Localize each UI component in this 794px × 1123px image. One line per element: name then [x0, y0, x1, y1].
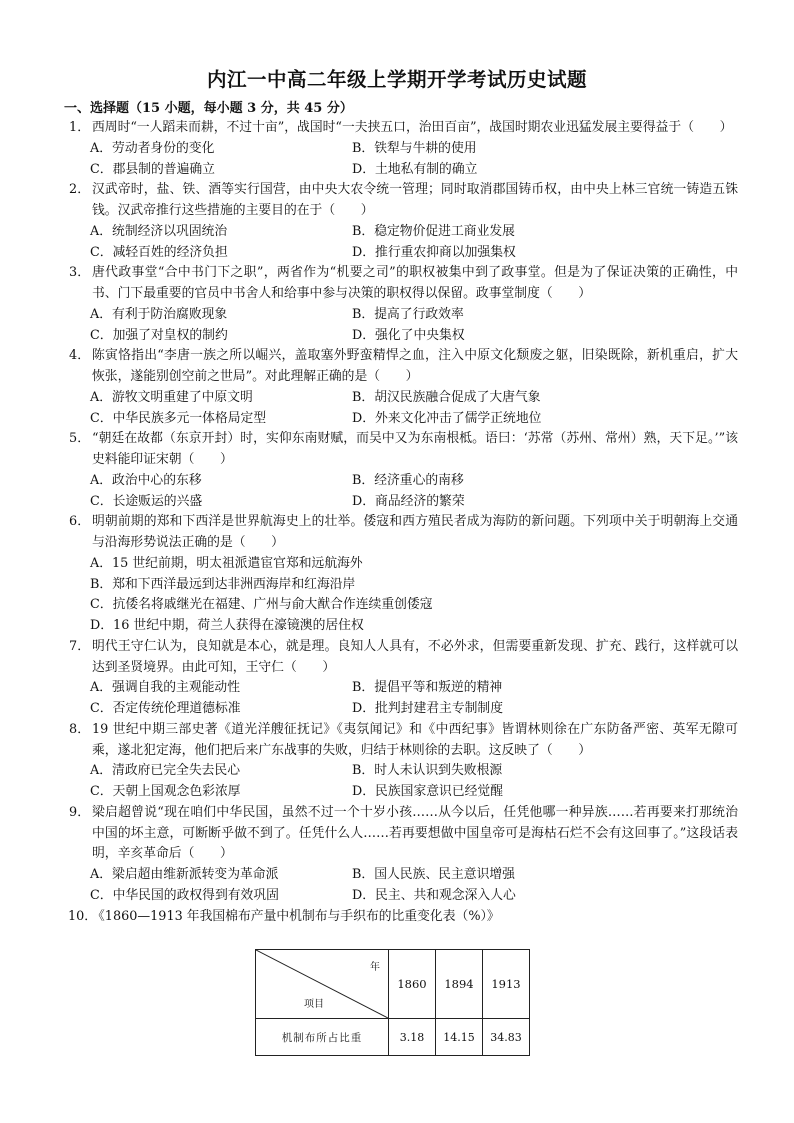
- option-d: D．批判封建君主专制制度: [352, 701, 504, 716]
- question-4: [68, 346, 738, 429]
- option-group: [68, 139, 738, 181]
- option-a: A．清政府已完全失去民心: [90, 763, 241, 779]
- question-number: 5．: [69, 431, 90, 447]
- option-b: B．提倡平等和叛逆的精神: [352, 680, 503, 696]
- cotton-cloth-table: [255, 949, 530, 1056]
- option-a: A．15 世纪前期，明太祖派遣宦官郑和远航海外: [90, 555, 363, 571]
- option-c: C．加强了对皇权的制约: [90, 327, 228, 343]
- option-b: B．提高了行政效率: [352, 306, 464, 322]
- table-year-1894: 1894: [436, 950, 483, 1019]
- question-stem: [68, 637, 738, 679]
- question-9: [68, 803, 738, 907]
- table-value-1913: 34.83: [483, 1019, 530, 1056]
- option-d: D．土地私有制的确立: [352, 161, 478, 177]
- option-a: A．强调自我的主观能动性: [90, 680, 241, 696]
- option-b: B．国人民族、民主意识增强: [352, 867, 515, 882]
- question-text: 西周时“一人蹈耒而耕，不过十亩”，战国时“一夫挟五口，治田百亩”，战国时期农业迅猛发展主要得益于（ ）: [92, 120, 733, 135]
- option-d: D．外来文化冲击了儒学正统地位: [352, 410, 542, 426]
- option-b: B．经济重心的南移: [352, 472, 464, 488]
- table-corner-header: [256, 950, 389, 1019]
- option-b: B．胡汉民族融合促成了大唐气象: [352, 389, 541, 405]
- option-b: B．稳定物价促进工商业发展: [352, 223, 515, 239]
- question-stem: [68, 180, 738, 222]
- option-d: D．16 世纪中期，荷兰人获得在濠镜澳的居住权: [90, 618, 364, 633]
- option-c: C．抗倭名将戚继光在福建、广州与俞大猷合作连续重创倭寇: [90, 597, 433, 613]
- question-text: 汉武帝时，盐、铁、酒等实行国营，由中央大农令统一管理；同时取消郡国铸币权，由中央上林三官统一铸造五铢钱。汉武帝推行这些措施的主要目的在于（ ）: [92, 182, 738, 218]
- option-group: [68, 388, 738, 430]
- table-value-1860: 3.18: [389, 1019, 436, 1056]
- question-7: [68, 637, 738, 720]
- table-value-1894: 14.15: [436, 1019, 483, 1056]
- question-1: [68, 118, 738, 180]
- option-b: B．铁犁与牛耕的使用: [352, 140, 477, 156]
- question-number: 3．: [69, 265, 90, 281]
- option-a: A．政治中心的东移: [90, 472, 202, 488]
- question-stem: [68, 263, 738, 305]
- option-c: C．长途贩运的兴盛: [90, 493, 203, 509]
- question-10: [68, 907, 738, 928]
- option-group: [68, 865, 738, 907]
- table-header-item: 项目: [304, 999, 324, 1010]
- option-c: C．减轻百姓的经济负担: [90, 244, 228, 260]
- question-3: [68, 263, 738, 346]
- question-text: 唐代政事堂“合中书门下之职”，两省作为“机要之司”的职权被集中到了政事堂。但是为了保证决策的正确性，中书、门下最重要的官员中书舍人和给事中参与决策的职权得以保留。政事堂制度（ ）: [92, 265, 738, 301]
- option-c: C．天朝上国观念色彩浓厚: [90, 784, 241, 799]
- option-group: [68, 305, 738, 347]
- question-2: [68, 180, 738, 263]
- table-year-1860: 1860: [389, 950, 436, 1019]
- question-stem: [68, 118, 738, 139]
- question-number: 9．: [69, 804, 90, 820]
- option-c: C．否定传统伦理道德标准: [90, 701, 241, 716]
- option-group: [68, 554, 738, 637]
- option-c: C．郡县制的普遍确立: [90, 161, 215, 177]
- question-number: 1．: [69, 120, 90, 135]
- question-text: 明代王守仁认为，良知就是本心，就是理。良知人人具有，不必外求，但需要重新发现、扩充、践行，这样就可以达到圣贤境界。由此可知，王守仁（ ）: [92, 638, 738, 675]
- exam-title: 内江一中高二年级上学期开学考试历史试题: [206, 68, 587, 91]
- question-number: 4．: [69, 348, 90, 364]
- question-number: 10．: [68, 908, 98, 924]
- option-a: A．统制经济以巩固统治: [90, 223, 228, 239]
- question-text: 陈寅恪指出“李唐一族之所以崛兴，盖取塞外野蛮精悍之血，注入中原文化颓废之躯，旧染既除，新机重启，扩大恢张，遂能别创空前之世局”。对此理解正确的是（ ）: [92, 348, 738, 384]
- question-stem: [68, 512, 738, 554]
- option-a: A．有利于防治腐败现象: [90, 306, 228, 322]
- option-group: [68, 761, 738, 803]
- question-text: “朝廷在故都（东京开封）时，实仰东南财赋，而吴中又为东南根柢。语曰：‘苏常（苏州、常州）熟，天下足。’”该史料能印证宋朝（ ）: [92, 431, 738, 467]
- option-group: [68, 678, 738, 720]
- option-a: A．劳动者身份的变化: [90, 140, 215, 156]
- question-stem: [68, 429, 738, 471]
- question-stem: [68, 720, 738, 762]
- question-5: [68, 429, 738, 512]
- option-a: A．游牧文明重建了中原文明: [90, 389, 253, 405]
- option-b: B．郑和下西洋最远到达非洲西海岸和红海沿岸: [90, 576, 356, 592]
- question-number: 2．: [69, 182, 90, 198]
- option-d: D．强化了中央集权: [352, 327, 465, 343]
- option-d: D．推行重农抑商以加强集权: [352, 244, 516, 260]
- question-stem: [68, 803, 738, 865]
- section-heading: 一、选择题（15 小题，每小题 3 分，共 45 分）: [64, 101, 353, 116]
- questions-list: [68, 118, 738, 927]
- question-text: 梁启超曾说“现在咱们中华民国，虽然不过一个十岁小孩……从今以后，任凭他哪一种异族……若再要来打那统治中国的坏主意，可断断乎做不到了。任凭什么人……若再要想做中国皇帝可是海枯石烂不会有这回事了。”这段话表明，辛亥革命后（ ）: [92, 804, 738, 862]
- question-number: 6．: [69, 514, 90, 530]
- table-year-1913: 1913: [483, 950, 530, 1019]
- option-d: D．民主、共和观念深入人心: [352, 887, 516, 903]
- option-c: C．中华民族多元一体格局定型: [90, 410, 267, 426]
- question-6: [68, 512, 738, 637]
- question-8: [68, 720, 738, 803]
- question-text: 明朝前期的郑和下西洋是世界航海史上的壮举。倭寇和西方殖民者成为海防的新问题。下列项中关于明朝海上交通与沿海形势说法正确的是（ ）: [92, 514, 738, 550]
- option-a: A．梁启超由维新派转变为革命派: [90, 867, 279, 882]
- question-text: 19 世纪中期三部史著《道光洋艘征抚记》《夷氛闻记》和《中西纪事》皆谓林则徐在广东防备严密、英军无隙可乘，遂北犯定海，他们把后来广东战事的失败，归结于林则徐的去职。这反映了（ ）: [92, 721, 738, 758]
- option-c: C．中华民国的政权得到有效巩固: [90, 887, 279, 903]
- question-stem: [68, 346, 738, 388]
- option-d: D．商品经济的繁荣: [352, 493, 465, 509]
- table-caption: 《1860—1913 年我国棉布产量中机制布与手织布的比重变化表（%）》: [92, 908, 500, 924]
- option-d: D．民族国家意识已经觉醒: [352, 784, 504, 799]
- option-b: B．时人未认识到失败根源: [352, 763, 503, 779]
- question-number: 8．: [69, 721, 90, 737]
- question-number: 7．: [69, 638, 90, 654]
- table-header-year: 年: [370, 962, 380, 973]
- table-row-label: 机制布所占比重: [256, 1019, 389, 1056]
- option-group: [68, 222, 738, 264]
- option-group: [68, 471, 738, 513]
